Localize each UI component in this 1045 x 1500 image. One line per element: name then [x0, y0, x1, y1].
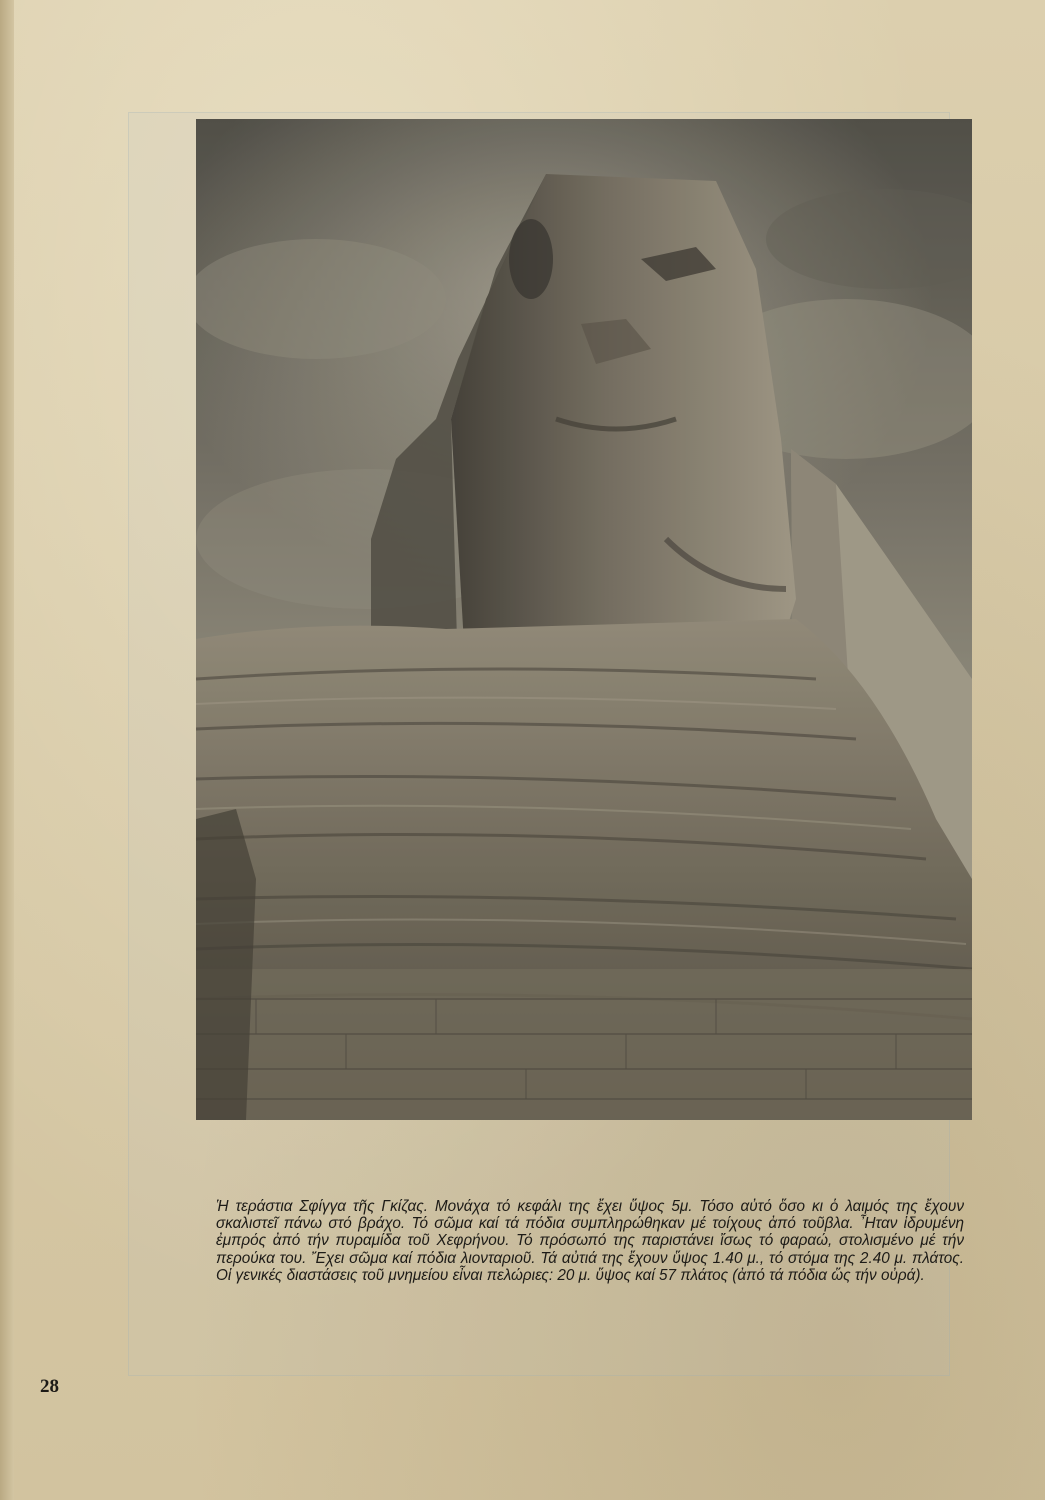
page-edge: [0, 0, 14, 1500]
photo-caption: Ἡ τεράστια Σφίγγα τῆς Γκίζας. Μονάχα τό κεφάλι της ἔχει ὕψος 5μ. Τόσο αὐτό ὅσο κι ὁ λαιμός της ἔχουν σκαλιστεῖ πάνω στό βράχο. Τό σῶμα καί τά πόδια συμπληρώθηκαν μέ τοίχους ἀπό τοῦβλα. Ἦταν ἱδρυμένη ἐμπρός ἀπό τήν πυραμίδα τοῦ Χεφρήνου. Τό πρόσωπό της παριστάνει ἴσως τό φαραώ, στολισμένο μέ τήν περούκα του. Ἔχει σῶμα καί πόδια λιονταριοῦ. Τά αὐτιά της ἔχουν ὕψος 1.40 μ., τό στόμα της 2.40 μ. πλάτος. Οἱ γενικές διαστάσεις τοῦ μνημείου εἶναι πελώριες: 20 μ. ὕψος καί 57 πλάτος (ἀπό τά πόδια ὥς τήν οὐρά).: [216, 1198, 964, 1284]
sphinx-photograph-icon: [196, 119, 972, 1120]
page-number: 28: [40, 1376, 59, 1397]
sphinx-photograph: [196, 119, 972, 1120]
